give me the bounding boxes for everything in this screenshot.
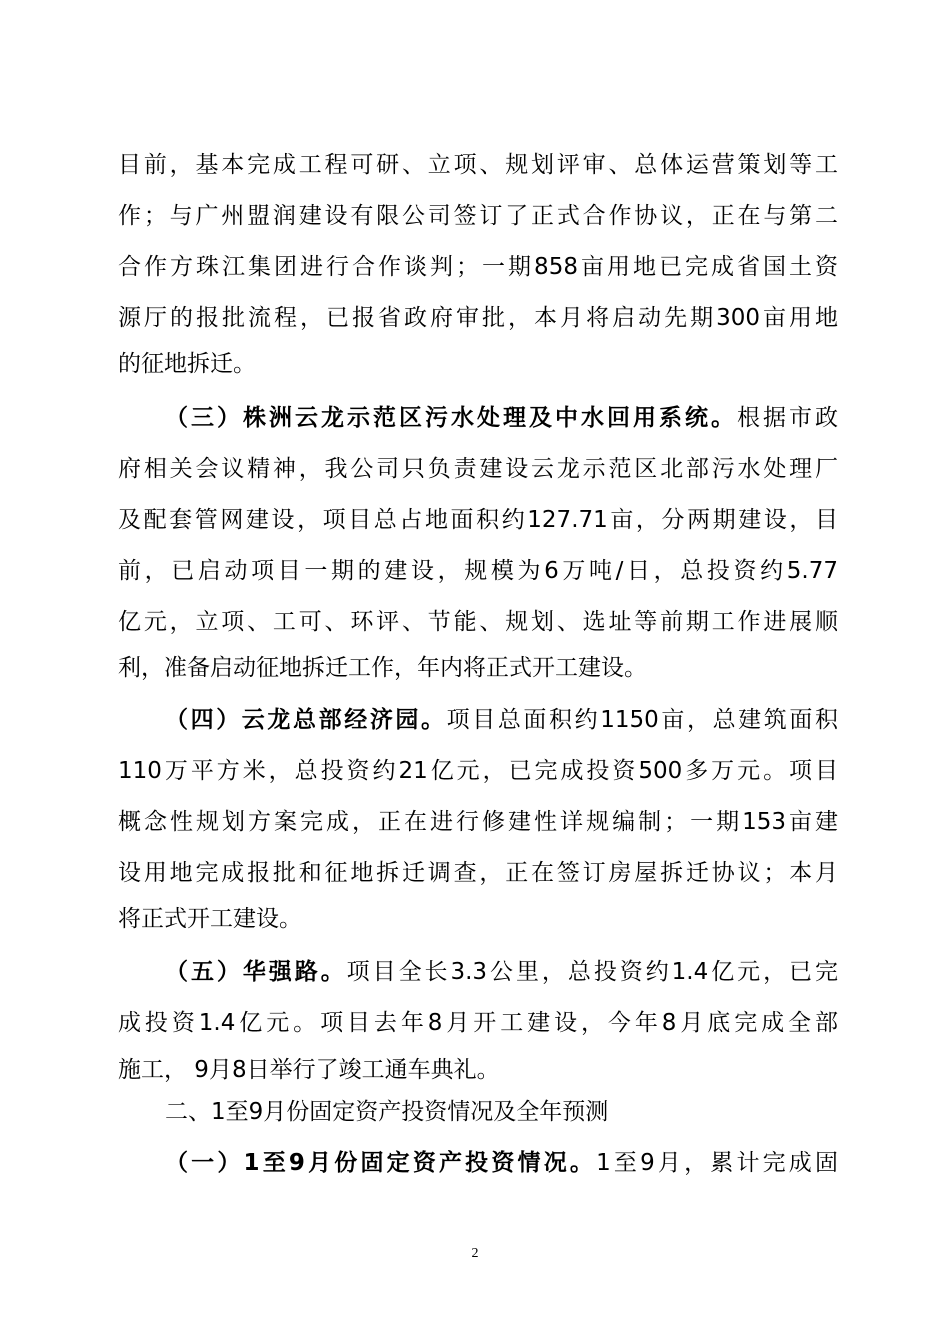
body-line: 及配套管网建设，项目总占地面积约127.71亩，分两期建设，目 xyxy=(118,507,838,533)
item-4-first-line-text: 项目总面积约1150亩，总建筑面积 xyxy=(446,707,838,733)
body-line: 将正式开工建设。 xyxy=(118,906,302,932)
section-2-title: 二、1至9月份固定资产投资情况及全年预测 xyxy=(165,1099,609,1125)
item-3-heading: （三）株洲云龙示范区污水处理及中水回用系统。 xyxy=(165,405,737,431)
body-line: 利，准备启动征地拆迁工作，年内将正式开工建设。 xyxy=(118,655,647,681)
body-line: 源厅的报批流程，已报省政府审批，本月将启动先期300亩用地 xyxy=(118,305,838,331)
body-line: 作；与广州盟润建设有限公司签订了正式合作协议，正在与第二 xyxy=(118,203,838,229)
item-5-first-line xyxy=(165,957,838,987)
page-number: 2 xyxy=(471,1246,479,1261)
body-line: 目前，基本完成工程可研、立项、规划评审、总体运营策划等工 xyxy=(118,152,838,178)
item-4-heading: （四）云龙总部经济园。 xyxy=(165,707,447,733)
body-line: 设用地完成报批和征地拆迁调查，正在签订房屋拆迁协议；本月 xyxy=(118,860,838,886)
body-line: 亿元，立项、工可、环评、节能、规划、选址等前期工作进展顺 xyxy=(118,609,838,635)
section-2-sub-heading: （一）1至9月份固定资产投资情况。 xyxy=(165,1150,597,1176)
item-3-first-line xyxy=(165,403,838,433)
item-5-heading: （五）华强路。 xyxy=(165,959,347,985)
body-line: 概念性规划方案完成，正在进行修建性详规编制；一期153亩建 xyxy=(118,809,838,835)
body-line: 的征地拆迁。 xyxy=(118,351,256,377)
item-5-first-line-text: 项目全长3.3公里，总投资约1.4亿元，已完 xyxy=(346,959,839,985)
section-2-sub-first-line xyxy=(165,1148,838,1178)
body-line: 成投资1.4亿元。项目去年8月开工建设，今年8月底完成全部 xyxy=(118,1010,838,1036)
body-line: 府相关会议精神，我公司只负责建设云龙示范区北部污水处理厂 xyxy=(118,456,838,482)
item-3-first-line-text: 根据市政 xyxy=(737,405,838,431)
body-line: 合作方珠江集团进行合作谈判；一期858亩用地已完成省国土资 xyxy=(118,254,838,280)
body-line: 110万平方米，总投资约21亿元，已完成投资500多万元。项目 xyxy=(118,758,838,784)
body-line: 前，已启动项目一期的建设，规模为6万吨/日，总投资约5.77 xyxy=(118,558,838,584)
item-4-first-line xyxy=(165,705,838,735)
section-2-sub-text: 1至9月，累计完成固 xyxy=(596,1150,838,1176)
body-line: 施工， 9月8日举行了竣工通车典礼。 xyxy=(118,1057,500,1083)
